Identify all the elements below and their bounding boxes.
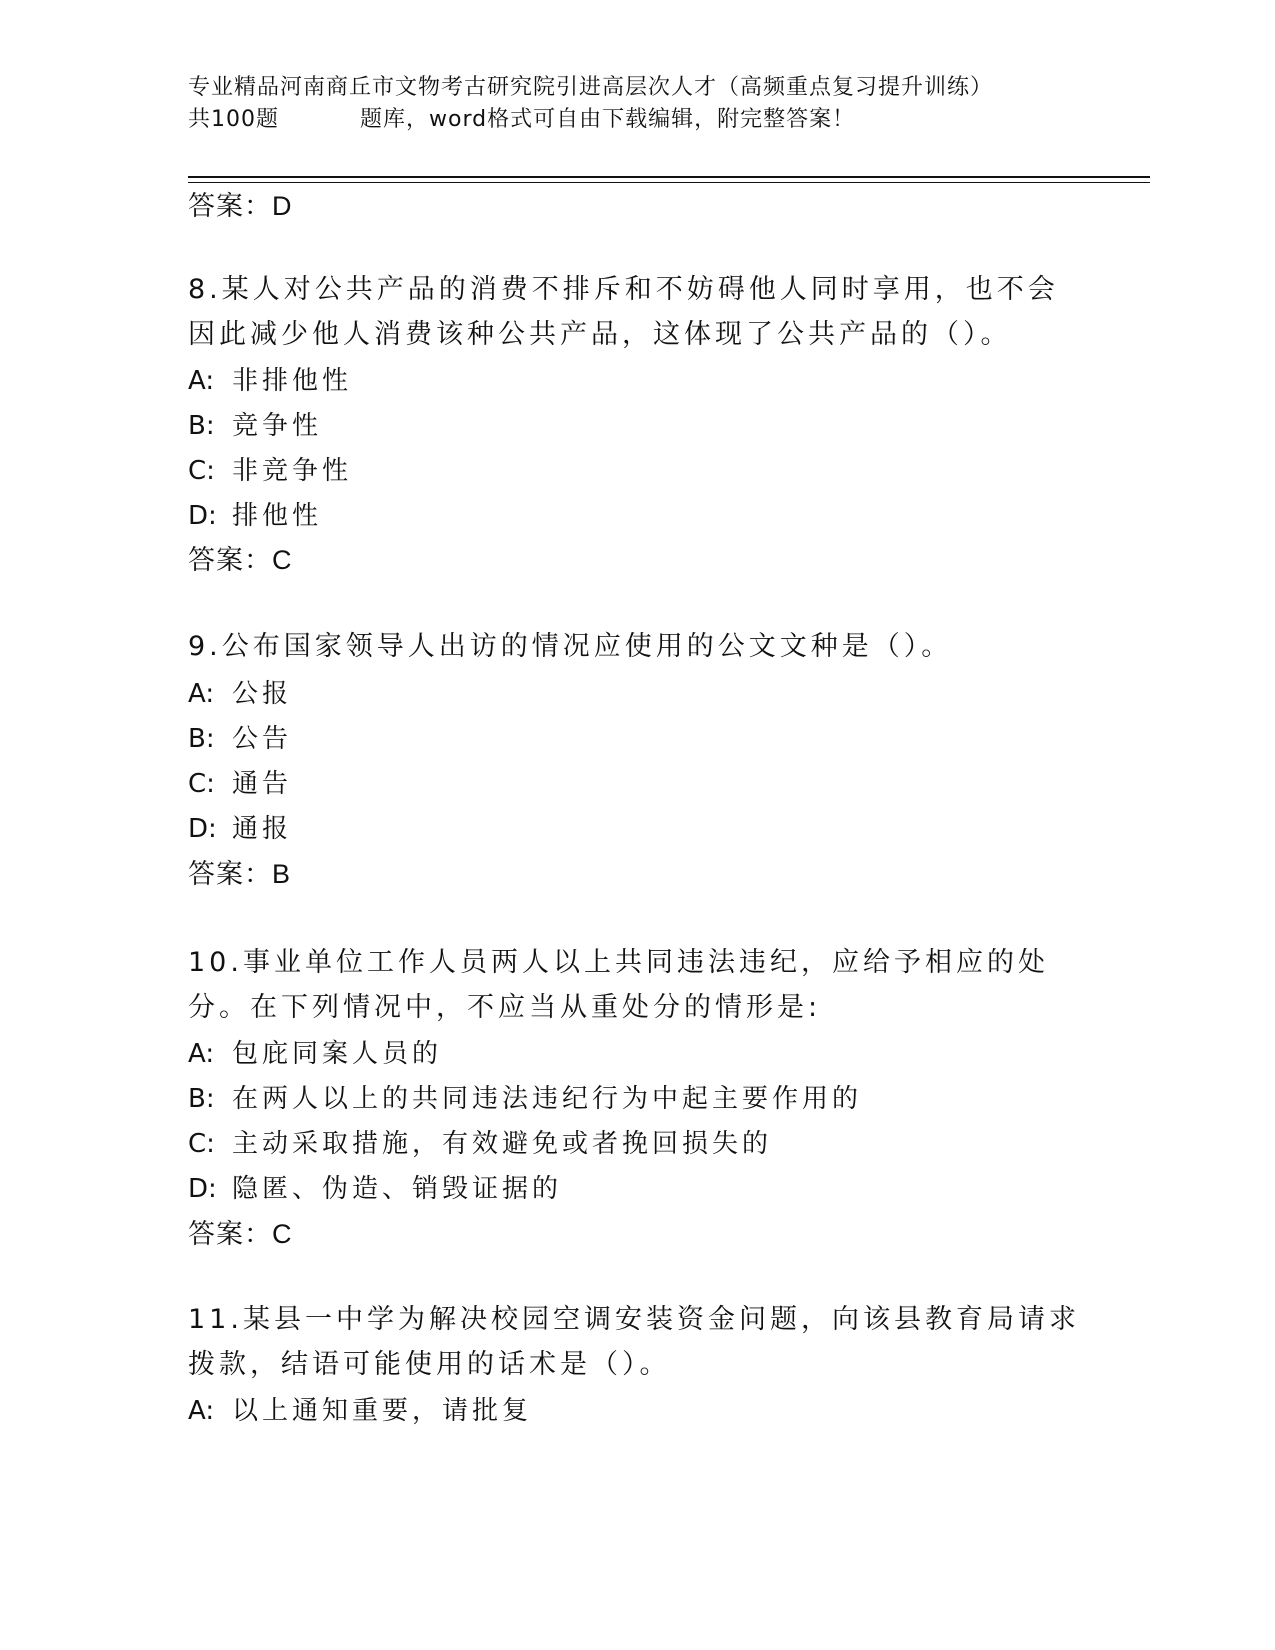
document-header <box>188 72 1148 136</box>
option-text: 在两人以上的共同违法违纪行为中起主要作用的 <box>232 1084 863 1114</box>
option-letter: D: <box>188 1174 217 1204</box>
answer-line <box>188 1212 293 1251</box>
option-b[interactable] <box>188 405 322 442</box>
option-b[interactable] <box>188 718 292 755</box>
header-title: 专业精品河南商丘市文物考古研究院引进高层次人才（高频重点复习提升训练） <box>188 75 994 100</box>
option-letter: A: <box>188 366 215 396</box>
option-a[interactable] <box>188 673 292 710</box>
answer-label: 答案： <box>188 191 272 222</box>
option-letter: B: <box>188 411 215 441</box>
header-subline <box>188 104 1148 136</box>
answer-line <box>188 538 293 577</box>
option-text: 通告 <box>232 769 293 799</box>
option-a[interactable] <box>188 360 352 397</box>
question-stem: 9.公布国家领导人出访的情况应使用的公文文种是（）。 <box>188 631 953 662</box>
option-d[interactable] <box>188 495 322 532</box>
option-letter: A: <box>188 1039 215 1069</box>
answer-line <box>188 852 291 891</box>
option-text: 非竞争性 <box>232 456 353 486</box>
option-text: 通报 <box>232 814 293 844</box>
question-count: 共100题 <box>188 107 279 132</box>
answer-value: C <box>272 1219 293 1249</box>
option-text: 包庇同案人员的 <box>232 1039 443 1069</box>
header-divider <box>188 176 1150 178</box>
option-letter: B: <box>188 724 215 754</box>
question-stem: 11.某县一中学为解决校园空调安装资金问题，向该县教育局请求拨款，结语可能使用的话术是（）。 <box>188 1304 1080 1380</box>
option-text: 非排他性 <box>232 366 353 396</box>
option-text: 竞争性 <box>232 411 323 441</box>
option-c[interactable] <box>188 450 352 487</box>
answer-label: 答案： <box>188 545 272 576</box>
answer-label: 答案： <box>188 1219 272 1250</box>
option-letter: C: <box>188 769 215 799</box>
option-letter: A: <box>188 679 215 709</box>
answer-value: C <box>272 545 293 575</box>
option-text: 排他性 <box>232 501 323 531</box>
header-divider-thin <box>188 182 1150 183</box>
option-text: 公告 <box>232 724 293 754</box>
option-d[interactable] <box>188 808 292 845</box>
answer-value: B <box>272 859 292 889</box>
option-text: 主动采取措施，有效避免或者挽回损失的 <box>232 1129 773 1159</box>
option-a[interactable] <box>188 1033 442 1070</box>
question-stem: 8.某人对公共产品的消费不排斥和不妨碍他人同时享用，也不会因此减少他人消费该种公共产品，这体现了公共产品的（）。 <box>188 274 1059 350</box>
option-letter: D: <box>188 814 217 844</box>
option-text: 隐匿、伪造、销毁证据的 <box>232 1174 563 1204</box>
answer-value: D <box>272 191 293 221</box>
answer-label: 答案： <box>188 859 272 890</box>
option-d[interactable] <box>188 1168 562 1205</box>
option-c[interactable] <box>188 763 292 800</box>
option-c[interactable] <box>188 1123 772 1160</box>
option-text: 公报 <box>232 679 293 709</box>
option-letter: B: <box>188 1084 215 1114</box>
option-letter: C: <box>188 456 215 486</box>
option-letter: C: <box>188 1129 215 1159</box>
option-letter: A: <box>188 1396 215 1426</box>
answer-line <box>188 184 293 223</box>
option-a[interactable] <box>188 1390 532 1427</box>
question-stem: 10.事业单位工作人员两人以上共同违法违纪，应给予相应的处分。在下列情况中，不应当从重处分的情形是: <box>188 947 1049 1023</box>
option-letter: D: <box>188 501 217 531</box>
header-subtitle: 题库，word格式可自由下载编辑，附完整答案！ <box>360 107 856 132</box>
option-b[interactable] <box>188 1078 862 1115</box>
option-text: 以上通知重要，请批复 <box>232 1396 533 1426</box>
